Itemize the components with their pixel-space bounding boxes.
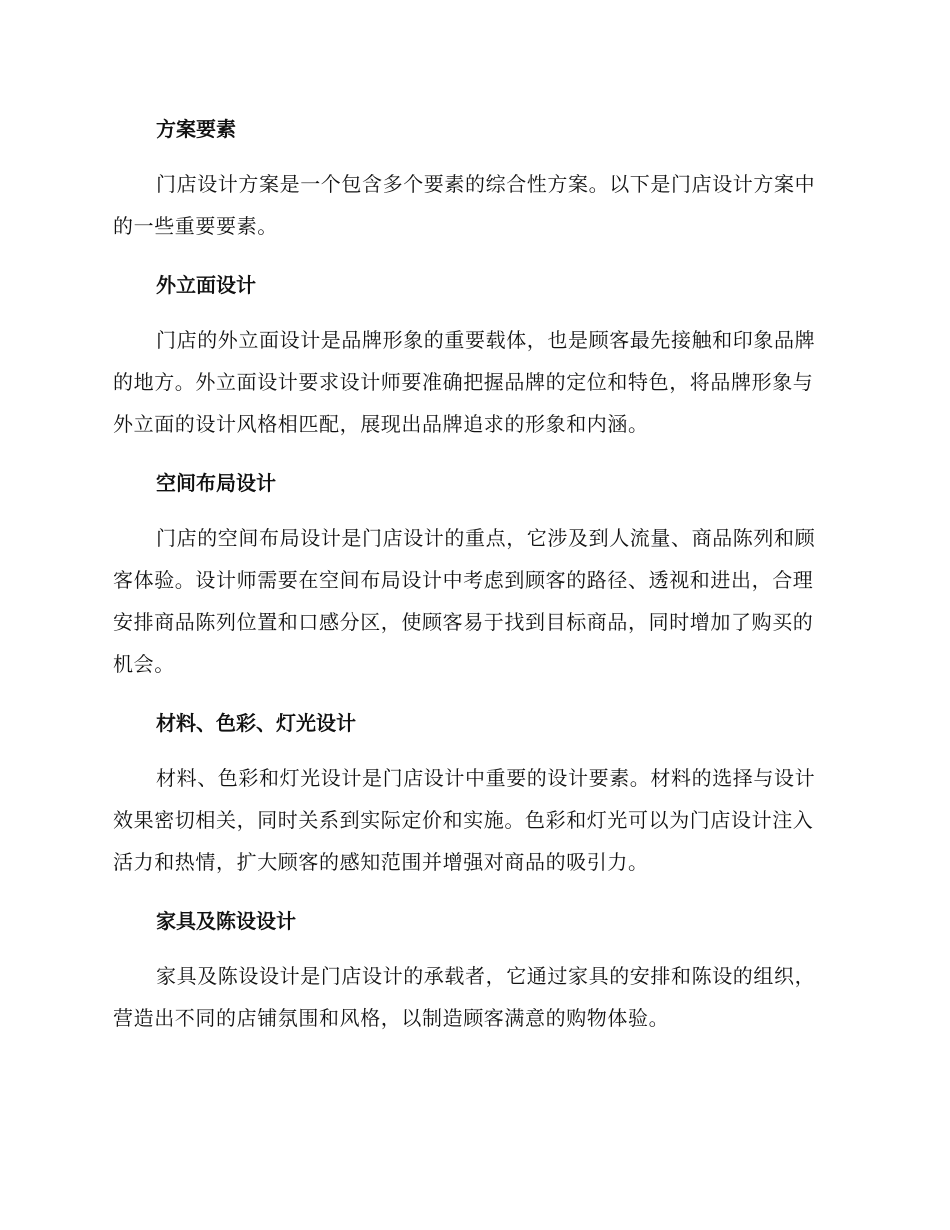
- section-heading: 空间布局设计: [156, 471, 276, 495]
- section-paragraph: 材料、色彩和灯光设计是门店设计中重要的设计要素。材料的选择与设计效果密切相关，同时关系到实际定价和实施。色彩和灯光可以为门店设计注入活力和热情，扩大顾客的感知范围并增强对商品的吸引力。: [113, 766, 816, 874]
- section-heading: 方案要素: [156, 117, 236, 141]
- section-paragraph: 家具及陈设设计是门店设计的承载者，它通过家具的安排和陈设的组织，营造出不同的店铺氛围和风格，以制造顾客满意的购物体验。: [113, 964, 816, 1030]
- section-space-layout-design: [113, 468, 833, 685]
- section-paragraph: 门店设计方案是一个包含多个要素的综合性方案。以下是门店设计方案中的一些重要要素。: [113, 172, 816, 238]
- section-plan-elements: [113, 114, 833, 247]
- section-facade-design: [113, 270, 833, 445]
- section-furniture-display-design: [113, 906, 833, 1039]
- section-material-color-lighting-design: [113, 708, 833, 883]
- section-paragraph: 门店的空间布局设计是门店设计的重点，它涉及到人流量、商品陈列和顾客体验。设计师需要在空间布局设计中考虑到顾客的路径、透视和进出，合理安排商品陈列位置和口感分区，使顾客易于找到目标商品，同时增加了购买的机会。: [113, 526, 816, 676]
- section-heading: 材料、色彩、灯光设计: [156, 711, 356, 735]
- section-paragraph: 门店的外立面设计是品牌形象的重要载体，也是顾客最先接触和印象品牌的地方。外立面设计要求设计师要准确把握品牌的定位和特色，将品牌形象与外立面的设计风格相匹配，展现出品牌追求的形象和内涵。: [113, 328, 816, 436]
- section-heading: 外立面设计: [156, 273, 256, 297]
- section-heading: 家具及陈设设计: [156, 909, 296, 933]
- document-page: [113, 110, 833, 1039]
